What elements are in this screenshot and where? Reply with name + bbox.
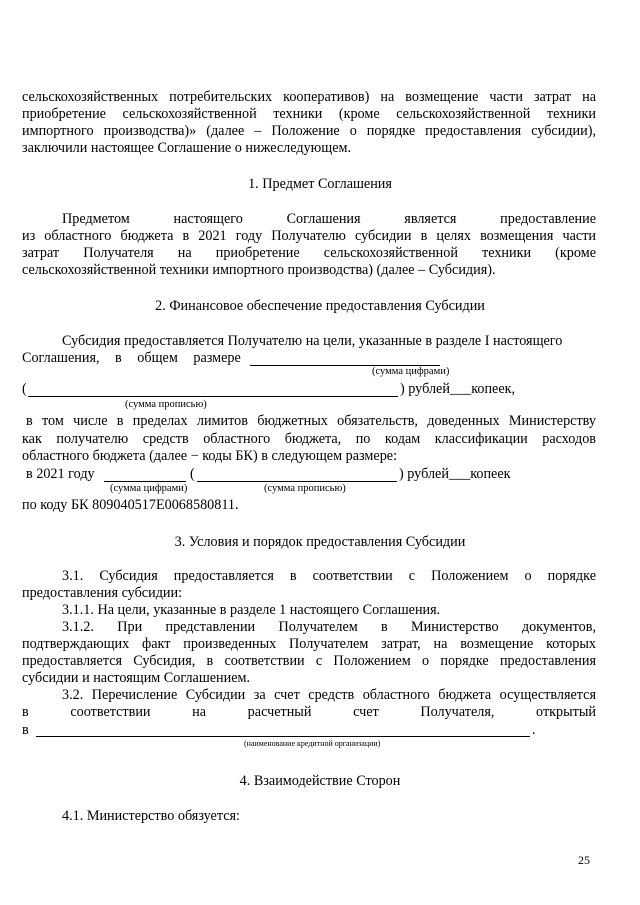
s3-p312-line-1: 3.1.2. При представлении Получателем в Министерство документов, [62,619,596,635]
s3-p312-line-2: подтверждающих факт произведенных Получателем затрат, на возмещение которых [22,636,596,652]
s3-p31-line-2: предоставления субсидии: [22,585,183,601]
section-2-heading: 2. Финансовое обеспечение предоставления Субсидии [155,298,485,314]
s3-p32-line-1: 3.2. Перечисление Субсидии за счет средств областного бюджета осуществляется [62,687,596,703]
caption-sum-digits: (сумма цифрами) [372,366,450,377]
s2-line-6: как получателю средств областного бюджета, по кодам классификации расходов [22,431,596,447]
s2-line-7: областного бюджета (далее − коды БК) в следующем размере: [22,448,398,464]
caption-sum-words-2: (сумма прописью) [264,483,346,494]
year-words-field[interactable] [197,481,397,482]
year-digits-field[interactable] [104,481,186,482]
s3-p32-line-3-end: . [532,722,536,738]
s4-p41: 4.1. Министерство обязуется: [62,808,240,824]
intro-line-3: импортного производства)» (далее – Положение о порядке предоставления субсидии), [22,123,596,139]
caption-bank-name: (наименование кредитной организации) [244,739,381,748]
caption-sum-digits-2: (сумма цифрами) [110,483,188,494]
year-2021-label: в 2021 году [26,466,95,482]
section-3-heading: 3. Условия и порядок предоставления Субсидии [174,534,466,550]
amount-words-paren-open: ( [22,381,27,397]
budget-code-line: по коду БК 809040517Е0068580811. [22,497,239,513]
s3-p32-line-3-prefix: в [22,722,29,738]
intro-line-1: сельскохозяйственных потребительских кооперативов) на возмещение части затрат на [22,89,596,105]
section-1-heading: 1. Предмет Соглашения [248,176,392,192]
s2-line-1: Субсидия предоставляется Получателю на цели, указанные в разделе I настоящего [62,333,563,349]
intro-line-2: приобретение сельскохозяйственной техники (кроме сельскохозяйственной техники [22,106,596,122]
s1-line-4: сельскохозяйственной техники импортного производства) (далее – Субсидия). [22,262,496,278]
s3-p32-line-2: в соответствии на расчетный счет Получателя, открытый [22,704,596,720]
caption-sum-words: (сумма прописью) [125,399,207,410]
s3-p312-line-4: субсидии и настоящим Соглашением. [22,670,251,686]
section-4-heading: 4. Взаимодействие Сторон [239,773,401,789]
year-rubles-kopecks: ) рублей___копеек [399,466,511,482]
year-paren-open: ( [190,466,195,482]
s3-p31-line-1: 3.1. Субсидия предоставляется в соответствии с Положением о порядке [62,568,596,584]
s1-line-2: из областного бюджета в 2021 году Получателю субсидии в целях возмещения части [22,228,596,244]
bank-name-field[interactable] [36,736,530,737]
s1-line-3: затрат Получателя на приобретение сельскохозяйственной техники (кроме [22,245,596,261]
rubles-kopecks: ) рублей___копеек, [400,381,516,397]
amount-words-field[interactable] [28,396,398,397]
s2-line-5: в том числе в пределах лимитов бюджетных обязательств, доведенных Министерству [26,413,596,429]
intro-line-4: заключили настоящее Соглашение о нижеследующем. [22,140,352,156]
page-number: 25 [578,853,590,867]
s3-p311: 3.1.1. На цели, указанные в разделе 1 настоящего Соглашения. [62,602,441,618]
s3-p312-line-3: предоставляется Субсидия, в соответствии с Положением о порядке предоставления [22,653,596,669]
s2-line-2: Соглашения, в общем размере [22,350,241,366]
s1-line-1: Предметом настоящего Соглашения является предоставление [62,211,596,227]
